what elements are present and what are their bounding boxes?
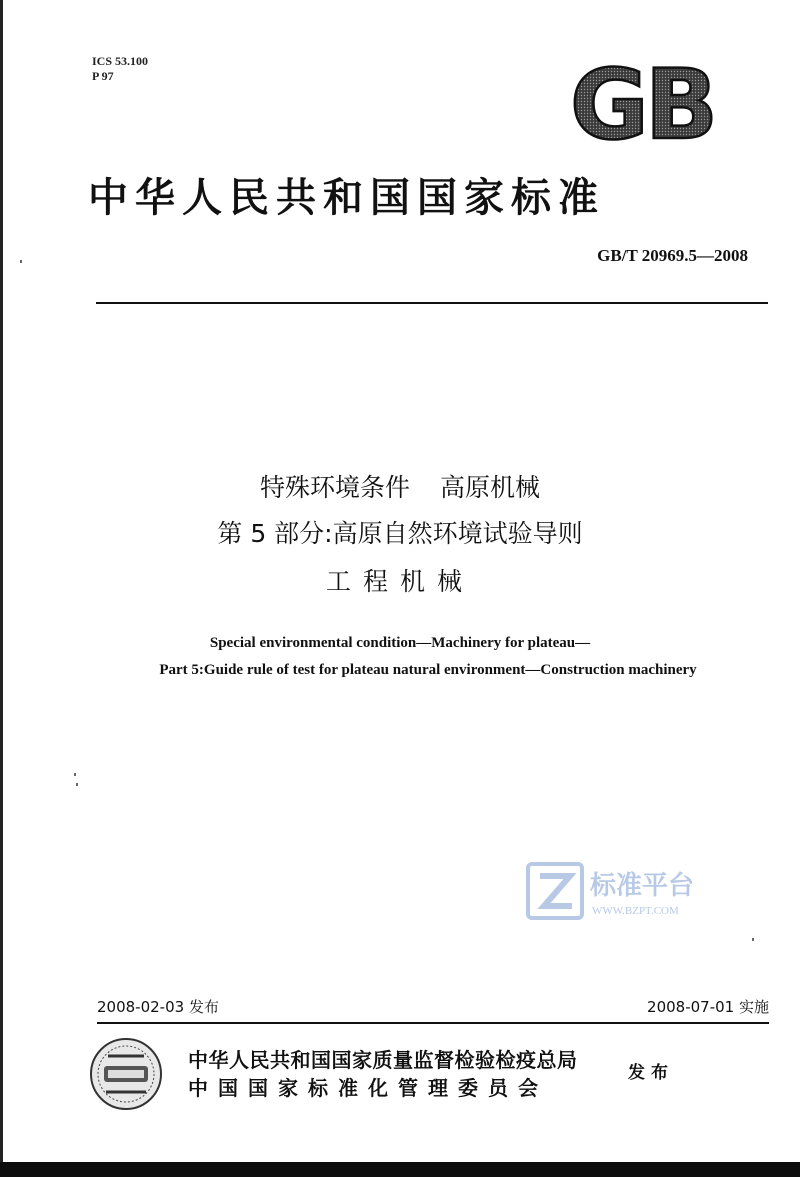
classification-codes [92, 54, 148, 84]
watermark-text: 标准平台 [590, 871, 695, 901]
issuer-line2: 中国国家标准化管理委员会 [188, 1076, 548, 1100]
issuer-line1: 中华人民共和国国家质量监督检验检疫总局 [188, 1048, 578, 1072]
ccs-code: P 97 [92, 69, 114, 83]
gb-logo [556, 58, 728, 146]
seal-stamp-icon [88, 1036, 164, 1112]
publish-label: 发布 [628, 1063, 674, 1083]
cn-title-line1: 特殊环境条件 高原机械 [260, 473, 540, 502]
scan-speck [752, 938, 754, 941]
ics-code: ICS 53.100 [92, 54, 149, 68]
scan-speck [20, 260, 22, 263]
scan-edge-bottom [0, 1162, 800, 1177]
gb-logo-text: GB [570, 58, 714, 146]
bottom-divider [97, 1022, 769, 1024]
cn-title-line2: 第 5 部分:高原自然环境试验导则 [217, 519, 583, 548]
document-type-title: 中华人民共和国国家标准 [88, 175, 605, 221]
scan-speck [74, 773, 76, 776]
watermark-z-mark [540, 876, 572, 906]
en-title-line2: Part 5:Guide rule of test for plateau natural environment—Construction machinery [159, 662, 697, 678]
top-divider [96, 302, 768, 304]
scan-speck [76, 783, 78, 786]
cn-title-line3: 工程机械 [325, 567, 474, 596]
effective-date: 2008-07-01 实施 [647, 998, 769, 1016]
standard-number: GB/T 20969.5—2008 [597, 246, 748, 265]
watermark-url: WWW.BZPT.COM [592, 905, 679, 917]
en-title-line1: Special environmental condition—Machinery for plateau— [209, 635, 591, 651]
issue-date: 2008-02-03 发布 [97, 998, 219, 1016]
watermark [526, 862, 726, 922]
